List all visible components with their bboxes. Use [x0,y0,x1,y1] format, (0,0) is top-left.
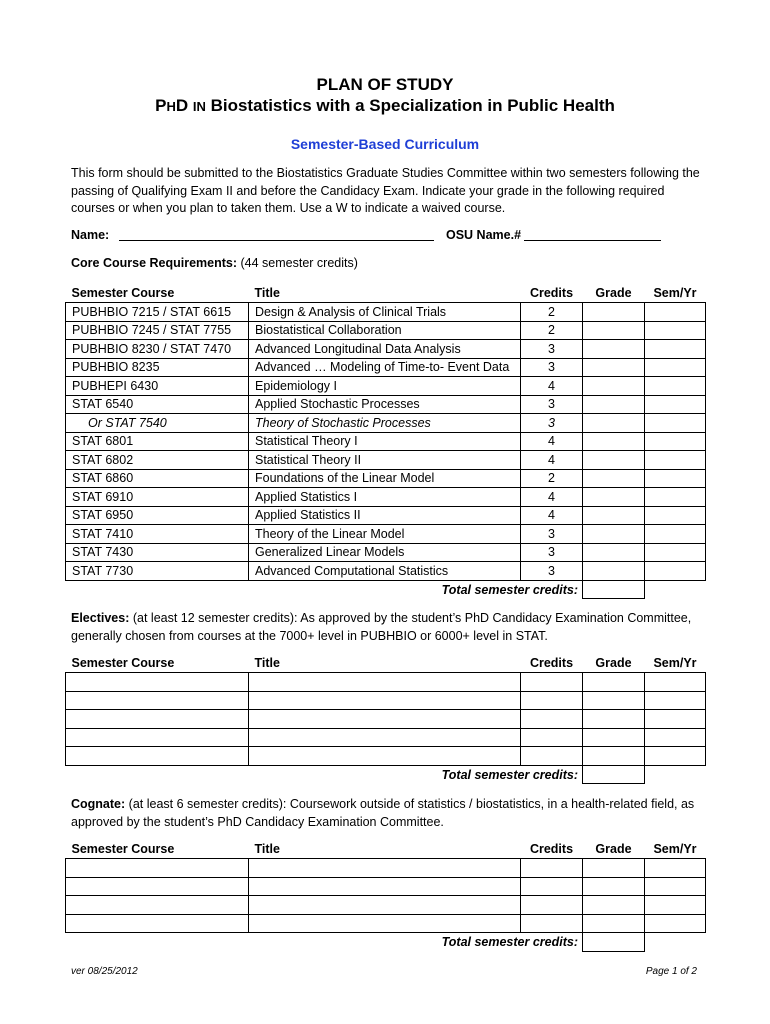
name-label: Name: [71,228,110,242]
table-row [66,321,706,340]
electives-table [65,654,706,784]
spacer [645,580,706,599]
table-row [66,525,706,544]
grade-field[interactable] [583,358,645,377]
credits-cell: 2 [521,303,583,322]
table-row [66,358,706,377]
course-cell: STAT 7410 [66,525,249,544]
col-grade: Grade [595,656,632,670]
col-semester-course: Semester Course [71,656,175,670]
course-cell: STAT 6910 [66,488,249,507]
table-header [66,654,706,673]
semyr-field[interactable] [645,432,706,451]
page-number: Page 1 of 2 [645,966,697,977]
course-cell: Or STAT 7540 [66,414,249,433]
table-row [66,303,706,322]
title-field[interactable] [249,896,521,915]
title-field[interactable] [249,859,521,878]
title-cell: Advanced Longitudinal Data Analysis [249,340,521,359]
course-field[interactable] [66,859,249,878]
table-row [66,451,706,470]
cognate-table [65,840,706,952]
grade-field[interactable] [583,728,645,747]
col-semyr: Sem/Yr [653,656,697,670]
electives-heading-note: (at least 12 semester credits): As approved by the student’s PhD Candidacy Examination Committee, generally chosen from courses at the 7000+ level in PUBHBIO or 6000+ level in STAT. [71,611,692,643]
cognate-heading [71,796,711,831]
semyr-field[interactable] [645,859,706,878]
col-grade: Grade [595,842,632,856]
credits-cell: 2 [521,321,583,340]
table-row [66,543,706,562]
curriculum-subtitle: Semester-Based Curriculum [290,136,480,152]
semyr-field[interactable] [645,469,706,488]
course-field[interactable] [66,673,249,692]
table-row [66,877,706,896]
grade-field[interactable] [583,451,645,470]
course-cell: STAT 7730 [66,562,249,581]
title-cell: Advanced Computational Statistics [249,562,521,581]
semyr-field[interactable] [645,377,706,396]
semyr-field[interactable] [645,506,706,525]
col-title: Title [254,286,280,300]
program-title-p: P [155,96,167,115]
col-semyr: Sem/Yr [653,842,697,856]
semyr-field[interactable] [645,728,706,747]
cognate-total-field[interactable] [583,933,645,952]
electives-total-label: Total semester credits: [441,767,578,782]
cognate-heading-note: (at least 6 semester credits): Coursework outside of statistics / biostatistics, in a health-related field, as approved by the student’s PhD Candidacy Examination Committee. [71,797,695,829]
course-field[interactable] [66,728,249,747]
grade-field[interactable] [583,395,645,414]
title-field[interactable] [249,914,521,933]
spacer [645,765,706,784]
title-field[interactable] [249,710,521,729]
course-cell: STAT 7430 [66,543,249,562]
grade-field[interactable] [583,691,645,710]
col-semester-course: Semester Course [71,842,175,856]
semyr-field[interactable] [645,451,706,470]
title-cell: Advanced … Modeling of Time-to- Event Data [249,358,521,377]
credits-cell: 4 [521,451,583,470]
table-row [66,562,706,581]
table-row [66,488,706,507]
title-field[interactable] [249,877,521,896]
grade-field[interactable] [583,321,645,340]
semyr-field[interactable] [645,358,706,377]
course-field[interactable] [66,896,249,915]
electives-total-field[interactable] [583,765,645,784]
program-title-rest: Biostatistics with a Specialization in Public Health [210,96,615,115]
credits-cell: 3 [521,543,583,562]
grade-field[interactable] [583,747,645,766]
col-semester-course: Semester Course [71,286,175,300]
semyr-field[interactable] [645,914,706,933]
semyr-field[interactable] [645,896,706,915]
table-row [66,506,706,525]
table-row [66,914,706,933]
grade-field[interactable] [583,673,645,692]
spacer [66,580,249,599]
grade-field[interactable] [583,543,645,562]
semyr-field[interactable] [645,321,706,340]
semyr-field[interactable] [645,710,706,729]
grade-field[interactable] [583,377,645,396]
credits-field[interactable] [521,673,583,692]
grade-field[interactable] [583,525,645,544]
credits-cell: 3 [521,395,583,414]
credits-cell: 3 [521,525,583,544]
course-field[interactable] [66,691,249,710]
semyr-field[interactable] [645,543,706,562]
semyr-field[interactable] [645,673,706,692]
credits-cell: 4 [521,432,583,451]
electives-heading-label: Electives: [71,611,130,625]
grade-field[interactable] [583,859,645,878]
electives-heading [71,610,711,645]
credits-cell: 3 [521,414,583,433]
grade-field[interactable] [583,710,645,729]
credits-cell: 2 [521,469,583,488]
spacer [645,933,706,952]
title-cell: Epidemiology I [249,377,521,396]
semyr-field[interactable] [645,525,706,544]
title-cell: Applied Statistics I [249,488,521,507]
table-row [66,728,706,747]
table-row [66,377,706,396]
credits-field[interactable] [521,691,583,710]
credits-cell: 3 [521,358,583,377]
credits-cell: 4 [521,377,583,396]
version-footer: ver 08/25/2012 [71,966,138,977]
title-cell: Generalized Linear Models [249,543,521,562]
credits-field[interactable] [521,710,583,729]
page-title: PLAN OF STUDY [316,75,454,94]
grade-field[interactable] [583,896,645,915]
grade-field[interactable] [583,488,645,507]
grade-field[interactable] [583,303,645,322]
table-row [66,340,706,359]
title-field[interactable] [249,747,521,766]
course-cell: STAT 6801 [66,432,249,451]
grade-field[interactable] [583,340,645,359]
title-cell: Statistical Theory I [249,432,521,451]
course-cell: STAT 6860 [66,469,249,488]
cognate-total-label: Total semester credits: [441,935,578,949]
course-cell: STAT 6950 [66,506,249,525]
grade-field[interactable] [583,414,645,433]
table-row [66,673,706,692]
table-header [66,840,706,859]
title-cell: Theory of the Linear Model [249,525,521,544]
core-total-field[interactable] [583,580,645,599]
program-title [0,96,770,116]
semyr-field[interactable] [645,488,706,507]
osu-name-label: OSU Name.# [446,228,522,242]
title-field[interactable] [249,728,521,747]
grade-field[interactable] [583,914,645,933]
credits-cell: 3 [521,562,583,581]
course-cell: STAT 6540 [66,395,249,414]
core-heading-note: (44 semester credits) [240,256,358,270]
table-row [66,395,706,414]
table-row [66,414,706,433]
semyr-field[interactable] [645,691,706,710]
col-credits: Credits [529,286,574,300]
semyr-field[interactable] [645,340,706,359]
title-field[interactable] [249,673,521,692]
program-title-d: D [175,96,189,115]
osu-name-field[interactable] [524,240,661,241]
title-cell: Theory of Stochastic Processes [249,414,521,433]
title-cell: Statistical Theory II [249,451,521,470]
course-cell: PUBHBIO 7215 / STAT 6615 [66,303,249,322]
credits-field[interactable] [521,914,583,933]
core-total-row [66,580,706,599]
credits-field[interactable] [521,896,583,915]
table-row [66,469,706,488]
col-credits: Credits [529,656,574,670]
title-cell: Design & Analysis of Clinical Trials [249,303,521,322]
table-row [66,691,706,710]
grade-field[interactable] [583,506,645,525]
program-title-in: IN [192,99,206,114]
credits-field[interactable] [521,747,583,766]
core-heading [71,255,711,273]
course-field[interactable] [66,877,249,896]
col-credits: Credits [529,842,574,856]
cognate-heading-label: Cognate: [71,797,126,811]
semyr-field[interactable] [645,877,706,896]
spacer [66,765,249,784]
table-row [66,432,706,451]
semyr-field[interactable] [645,303,706,322]
table-row [66,859,706,878]
col-grade: Grade [595,286,632,300]
title-cell: Applied Statistics II [249,506,521,525]
electives-total-row [66,765,706,784]
table-header [66,284,706,303]
semyr-field[interactable] [645,562,706,581]
semyr-field[interactable] [645,395,706,414]
title-cell: Applied Stochastic Processes [249,395,521,414]
col-title: Title [254,842,280,856]
spacer [66,933,249,952]
title-cell: Biostatistical Collaboration [249,321,521,340]
grade-field[interactable] [583,562,645,581]
core-heading-label: Core Course Requirements: [71,256,238,270]
title-cell: Foundations of the Linear Model [249,469,521,488]
semyr-field[interactable] [645,747,706,766]
course-field[interactable] [66,747,249,766]
credits-field[interactable] [521,859,583,878]
course-cell: PUBHBIO 8230 / STAT 7470 [66,340,249,359]
credits-cell: 3 [521,340,583,359]
name-field[interactable] [119,240,434,241]
core-total-label: Total semester credits: [441,582,578,597]
title-field[interactable] [249,691,521,710]
grade-field[interactable] [583,432,645,451]
course-field[interactable] [66,710,249,729]
table-row [66,896,706,915]
table-row [66,747,706,766]
course-cell: PUBHBIO 7245 / STAT 7755 [66,321,249,340]
table-row [66,710,706,729]
credits-field[interactable] [521,728,583,747]
course-field[interactable] [66,914,249,933]
program-title-h: H [166,99,176,114]
course-cell: PUBHEPI 6430 [66,377,249,396]
col-semyr: Sem/Yr [653,286,697,300]
grade-field[interactable] [583,469,645,488]
semyr-field[interactable] [645,414,706,433]
core-course-table [65,284,706,599]
cognate-total-row [66,933,706,952]
credits-cell: 4 [521,506,583,525]
course-cell: STAT 6802 [66,451,249,470]
intro-paragraph: This form should be submitted to the Biostatistics Graduate Studies Committee within two semesters following the passing of Qualifying Exam II and before the Candidacy Exam. Indicate your grade in the following required courses or when you plan to taken them. Use a W to indicate a waived course. [71,166,700,215]
grade-field[interactable] [583,877,645,896]
credits-cell: 4 [521,488,583,507]
course-cell: PUBHBIO 8235 [66,358,249,377]
credits-field[interactable] [521,877,583,896]
col-title: Title [254,656,280,670]
